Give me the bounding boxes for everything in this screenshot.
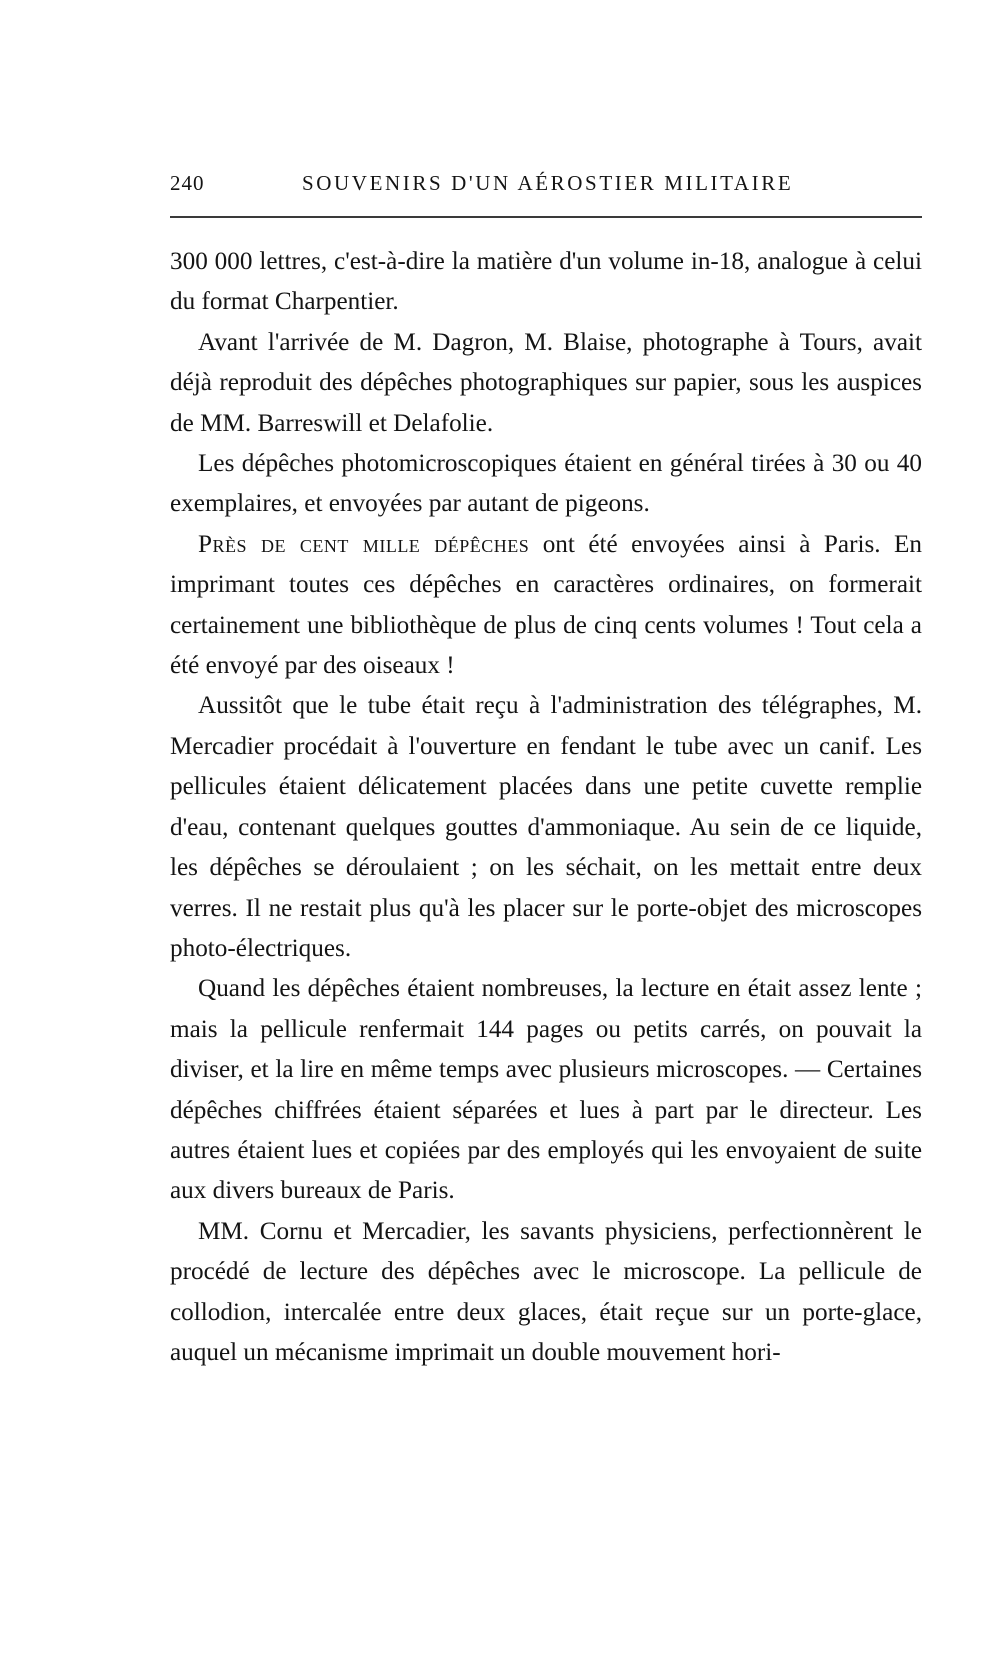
paragraph — [170, 686, 922, 969]
paragraph-text: ont été envoyées ainsi à Paris. En imprimant toutes ces dépêches en caractères ordinaires, on formerait certainement une bibliothèque de plus de cinq cents volumes ! Tout cela a été envoyé par des oiseaux ! — [170, 530, 922, 680]
paragraph-text: 300 000 lettres, c'est-à-dire la matière d'un volume in-18, analogue à celui du format Charpentier. — [170, 248, 922, 316]
paragraph-text: Aussitôt que le tube était reçu à l'administration des télégraphes, M. Mercadier procédait à l'ouverture en fendant le tube avec un canif. Les pellicules étaient délicatement placées dans une petite cuvette remplie d'eau, contenant quelques gouttes d'ammoniaque. Au sein de ce liquide, les dépêches se déroulaient ; on les séchait, on les mettait entre deux verres. Il ne restait plus qu'à les placer sur le porte-objet des microscopes photo-électriques. — [170, 692, 922, 962]
paragraph-continuation — [170, 242, 922, 323]
paragraph — [170, 444, 922, 525]
paragraph-text: MM. Cornu et Mercadier, les savants physiciens, perfectionnèrent le procédé de lecture des dépêches avec le microscope. La pellicule de collodion, intercalée entre deux glaces, était reçue sur un porte-glace, auquel un mécanisme imprimait un double mouvement hori- — [170, 1217, 922, 1366]
paragraph-text: Quand les dépêches étaient nombreuses, la lecture en était assez lente ; mais la pellicule renfermait 144 pages ou petits carrés, on pouvait la diviser, et la lire en même temps avec plusieurs microscopes. — Certaines dépêches chiffrées étaient séparées et lues à part par le directeur. Les autres étaient lues et copiées par des employés qui les envoyaient de suite aux divers bureaux de Paris. — [170, 975, 922, 1205]
header-rule — [170, 216, 922, 218]
paragraph — [170, 525, 922, 687]
paragraph-text: Les dépêches photomicroscopiques étaient en général tirées à 30 ou 40 exemplaires, et envoyées par autant de pigeons. — [170, 450, 922, 518]
page-number: 240 — [170, 171, 205, 195]
paragraph — [170, 323, 922, 444]
body-text — [170, 242, 922, 1373]
running-head — [170, 166, 922, 200]
paragraph-lead-small-caps: Près de cent mille dépêches — [198, 530, 530, 558]
paragraph — [170, 1212, 922, 1374]
paragraph-text: Avant l'arrivée de M. Dagron, M. Blaise, photographe à Tours, avait déjà reproduit des dépêches photographiques sur papier, sous les auspices de MM. Barreswill et Delafolie. — [170, 328, 922, 437]
paragraph — [170, 969, 922, 1211]
running-title: SOUVENIRS D'UN AÉROSTIER MILITAIRE — [302, 171, 794, 195]
